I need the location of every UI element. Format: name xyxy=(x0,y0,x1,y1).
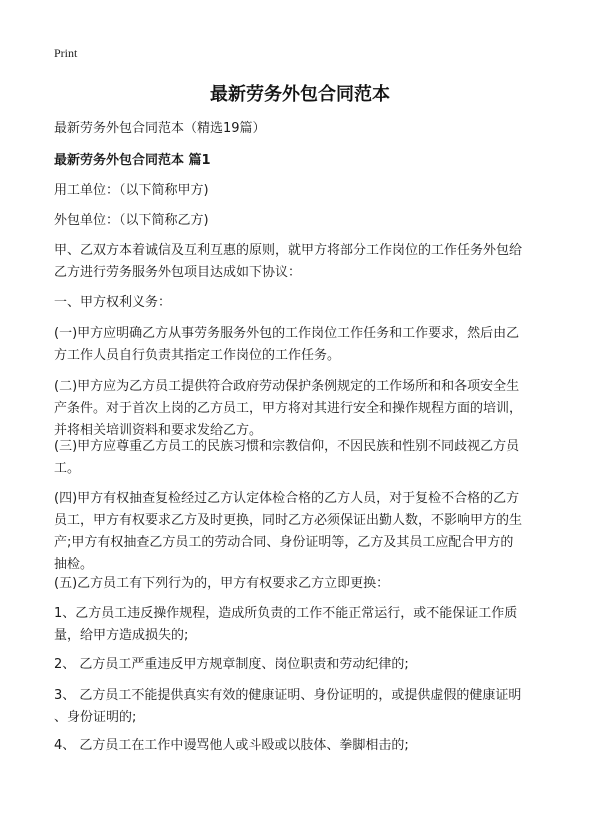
list-item: 量，给甲方造成损失的; xyxy=(54,628,189,643)
page-title: 最新劳务外包合同范本 xyxy=(210,84,390,105)
paragraph-line: 员工，甲方有权要求乙方及时更换，同时乙方必须保证出勤人数，不影响甲方的生 xyxy=(54,513,523,528)
list-item: 4、 乙方员工在工作中谩骂他人或斗殴或以肢体、拳脚相击的; xyxy=(54,738,409,753)
clause-heading: 一、甲方权利义务： xyxy=(54,295,172,310)
employer-line: 用工单位：（以下简称甲方) xyxy=(54,183,209,198)
paragraph-line: (一)甲方应明确乙方从事劳务服务外包的工作岗位工作任务和工作要求，然后由乙 xyxy=(54,326,520,341)
list-item: 3、 乙方员工不能提供真实有效的健康证明、身份证明的，或提供虚假的健康证明 xyxy=(54,688,522,703)
contractor-line: 外包单位：（以下简称乙方) xyxy=(54,213,209,228)
paragraph-line: 甲、乙双方本着诚信及互利互惠的原则，就甲方将部分工作岗位的工作任务外包给 xyxy=(54,243,523,258)
paragraph-line: 并将相关培训资料和要求发给乙方。 xyxy=(54,423,263,438)
paragraph-line: 方工作人员自行负责其指定工作岗位的工作任务。 xyxy=(54,348,341,363)
list-item: 、身份证明的; xyxy=(54,710,137,725)
print-label: Print xyxy=(54,46,78,60)
list-item: 1、乙方员工违反操作规程，造成所负责的工作不能正常运行，或不能保证工作质 xyxy=(54,606,518,621)
paragraph-line: 乙方进行劳务服务外包项目达成如下协议： xyxy=(54,265,302,280)
list-item: 2、 乙方员工严重违反甲方规章制度、岗位职责和劳动纪律的; xyxy=(54,657,409,672)
paragraph-line: (二)甲方应为乙方员工提供符合政府劳动保护条例规定的工作场所和和各项安全生 xyxy=(54,379,520,394)
paragraph-line: (三)甲方应尊重乙方员工的民族习惯和宗教信仰，不因民族和性别不同歧视乙方员 xyxy=(54,439,520,454)
paragraph-line: 产;甲方有权抽查乙方员工的劳动合同、身份证明等，乙方及其员工应配合甲方的 xyxy=(54,535,514,550)
paragraph-line: 工。 xyxy=(54,461,81,476)
section-heading: 最新劳务外包合同范本 篇1 xyxy=(54,153,211,168)
paragraph-line: 抽检。 xyxy=(54,557,94,572)
paragraph-line: (五)乙方员工有下列行为的，甲方有权要求乙方立即更换： xyxy=(54,576,390,591)
paragraph-line: 产条件。对于首次上岗的乙方员工，甲方将对其进行安全和操作规程方面的培训， xyxy=(54,401,523,416)
document-subtitle: 最新劳务外包合同范本（精选19篇） xyxy=(54,121,266,136)
paragraph-line: (四)甲方有权抽查复检经过乙方认定体检合格的乙方人员，对于复检不合格的乙方 xyxy=(54,491,520,506)
